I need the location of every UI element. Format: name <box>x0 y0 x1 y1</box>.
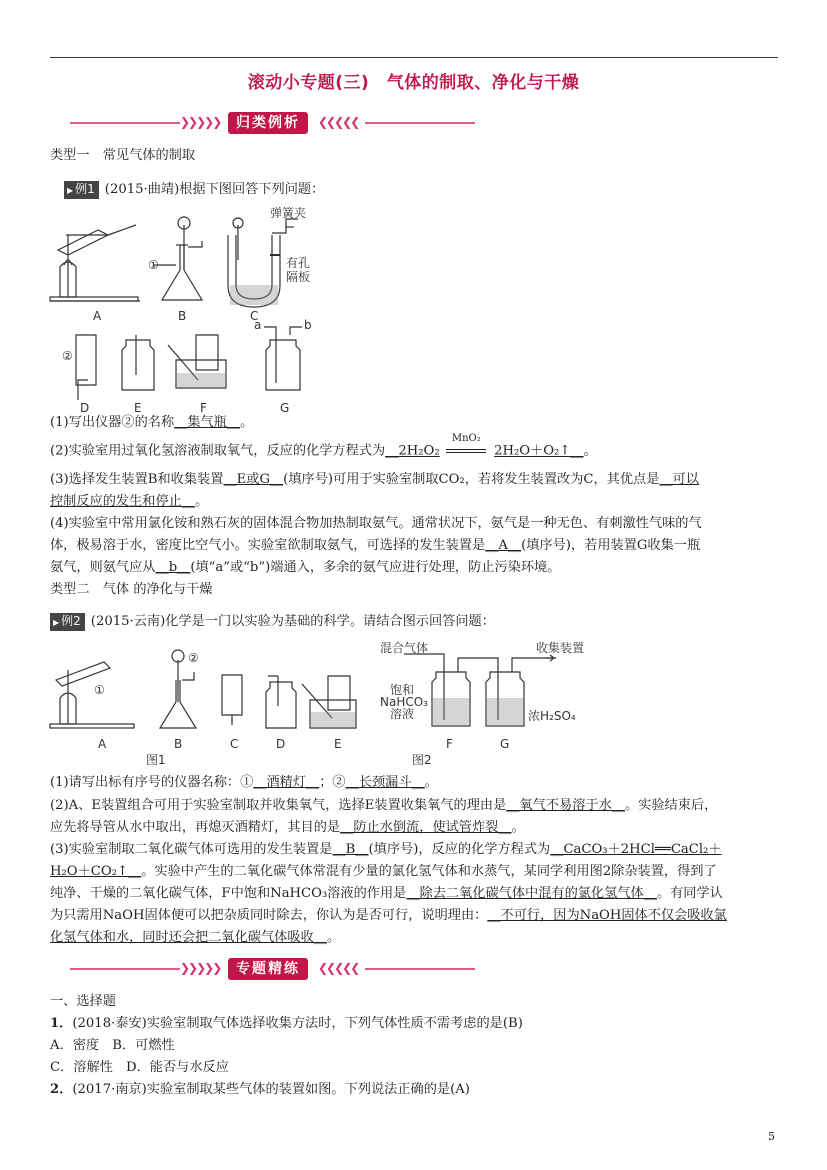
svg-text:浓H₂SO₄: 浓H₂SO₄ <box>528 709 576 723</box>
label-G: G <box>280 401 290 415</box>
ex2-q3-line5: 化氢气体和水，同时还会把二氧化碳气体吸收__。 <box>50 930 341 945</box>
practice-heading: 一、选择题 <box>50 994 116 1009</box>
ex1-q2-answer-1: __2H₂O₂ <box>385 443 440 459</box>
ex1-q1-answer: __集气瓶__ <box>174 415 241 430</box>
svg-text:E: E <box>334 737 342 751</box>
ex2-q3-line1: (3)实验室制取二氧化碳气体可选用的发生装置是__B__(填序号)，反应的化学方程式为__CaCO₃＋2HCl══CaCl₂＋ <box>50 842 722 857</box>
fig1-caption: 图1 <box>146 753 166 767</box>
label-F: F <box>200 401 207 415</box>
svg-text:b: b <box>304 318 312 332</box>
svg-text:溶液: 溶液 <box>390 707 415 721</box>
svg-text:有孔: 有孔 <box>286 256 311 270</box>
section-title-2: 专题精练 <box>228 958 308 980</box>
svg-text:A: A <box>98 737 107 751</box>
label-E: E <box>134 401 142 415</box>
ex2-q2-line1: (2)A、E装置组合可用于实验室制取并收集氧气，选择E装置收集氧气的理由是__氧气不易溶于水__。实验结束后， <box>50 798 718 813</box>
svg-text:弹簧夹: 弹簧夹 <box>270 206 307 220</box>
svg-text:混合气体: 混合气体 <box>380 641 429 655</box>
section-banner-2: ❯❯❯❯❯ 专题精练 ❮❮❮❮❮ <box>50 958 480 980</box>
header-rule <box>50 57 778 58</box>
section-banner-1: ❯❯❯❯❯ 归类例析 ❮❮❮❮❮ <box>50 112 480 134</box>
ex2-q3-line3: 纯净、干燥的二氧化碳气体，F中饱和NaHCO₃溶液的作用是__除去二氧化碳气体中混有的氯化氢气体__。有同学认 <box>50 886 723 901</box>
ex1-figure <box>48 205 338 415</box>
svg-text:②: ② <box>62 349 73 363</box>
svg-text:B: B <box>174 737 183 751</box>
practice-q1: 1．(2018·泰安)实验室制取气体选择收集方法时，下列气体性质不需考虑的是(B) <box>50 1016 523 1031</box>
ex1-q4-line1: (4)实验室中常用氯化铵和熟石灰的固体混合物加热制取氨气。通常状况下，氨气是一种无色、有刺激性气味的气 <box>50 516 702 531</box>
svg-text:②: ② <box>188 651 199 665</box>
svg-text:C: C <box>230 737 239 751</box>
ex2-q1: (1)请写出标有序号的仪器名称：①__酒精灯__；②__长颈漏斗__。 <box>50 775 438 790</box>
fig2-caption: 图2 <box>412 753 432 767</box>
ex1-q2-answer-2: 2H₂O＋O₂↑__ <box>494 443 584 459</box>
svg-text:F: F <box>446 737 453 751</box>
ex1-q3-line1: (3)选择发生装置B和收集装置__E或G__(填序号)可用于实验室制取CO₂，若将发生装置改为C，其优点是__可以 <box>50 472 699 487</box>
label-A: A <box>93 309 102 323</box>
svg-text:G: G <box>500 737 510 751</box>
ex1-q1: (1)写出仪器②的名称__集气瓶__。 <box>50 415 254 430</box>
ex1-q3-line2: 控制反应的发生和停止__。 <box>50 494 209 509</box>
type1-heading: 类型一 常见气体的制取 <box>50 148 196 163</box>
svg-text:隔板: 隔板 <box>286 270 311 284</box>
practice-q2: 2．(2017·南京)实验室制取某些气体的装置如图。下列说法正确的是(A) <box>50 1082 470 1097</box>
page-title: 滚动小专题(三) 气体的制取、净化与干燥 <box>247 73 580 93</box>
svg-text:收集装置: 收集装置 <box>536 641 585 655</box>
label-C: C <box>250 309 259 323</box>
ex1-q4-line3: 氨气，则氨气应从__b__(填“a”或“b”)端通入，多余的氨气应进行处理，防止污染环境。 <box>50 560 561 575</box>
page-number: 5 <box>768 1130 775 1143</box>
svg-text:①: ① <box>94 683 105 697</box>
ex2-q3-line2: H₂O＋CO₂↑__。实验中产生的二氧化碳气体常混有少量的氯化氢气体和水蒸气，某同学利用图2除杂装置，得到了 <box>50 864 717 879</box>
ex2-badge: ▶ 例2 <box>50 613 85 631</box>
svg-text:饱和: 饱和 <box>390 683 415 697</box>
svg-text:①: ① <box>148 258 159 272</box>
ex2-q2-line2: 应先将导管从水中取出，再熄灭酒精灯，其目的是__防止水倒流，使试管炸裂__。 <box>50 820 525 835</box>
ex1-q4-line2: 体，极易溶于水，密度比空气小。实验室欲制取氨气，可选择的发生装置是__A__(填序号)，若用装置G收集一瓶 <box>50 538 701 553</box>
practice-q1-options-ab: A．密度 B．可燃性 <box>50 1038 175 1053</box>
ex2-q3-line4: 为只需用NaOH固体便可以把杂质同时除去，你认为是否可行，说明理由：__不可行，因为NaOH固体不仅会吸收氯 <box>50 908 727 923</box>
catalyst-arrow: MnO₂ <box>444 441 490 461</box>
ex1-stem <box>64 180 324 200</box>
section-title-1: 归类例析 <box>228 112 308 134</box>
ex1-q2: (2)实验室用过氧化氢溶液制取氧气，反应的化学方程式为__2H₂O₂ MnO₂ 2H₂O＋O₂↑__。 <box>50 441 597 462</box>
practice-q1-options-cd: C．溶解性 D．能否与水反应 <box>50 1060 229 1075</box>
svg-text:D: D <box>276 737 286 751</box>
svg-text:NaHCO₃: NaHCO₃ <box>380 695 428 709</box>
type2-heading: 类型二 气体 的净化与干燥 <box>50 582 213 597</box>
ex2-stem <box>50 612 495 632</box>
label-B: B <box>178 309 187 323</box>
ex2-stem-text: (2015·云南)化学是一门以实验为基础的科学。请结合图示回答问题： <box>90 614 495 629</box>
ex2-figure <box>46 640 606 770</box>
label-D: D <box>80 401 90 415</box>
ex1-stem-text: (2015·曲靖)根据下图回答下列问题： <box>104 182 325 197</box>
ex1-badge: ▶ 例1 <box>64 181 99 199</box>
svg-text:a: a <box>254 318 262 332</box>
